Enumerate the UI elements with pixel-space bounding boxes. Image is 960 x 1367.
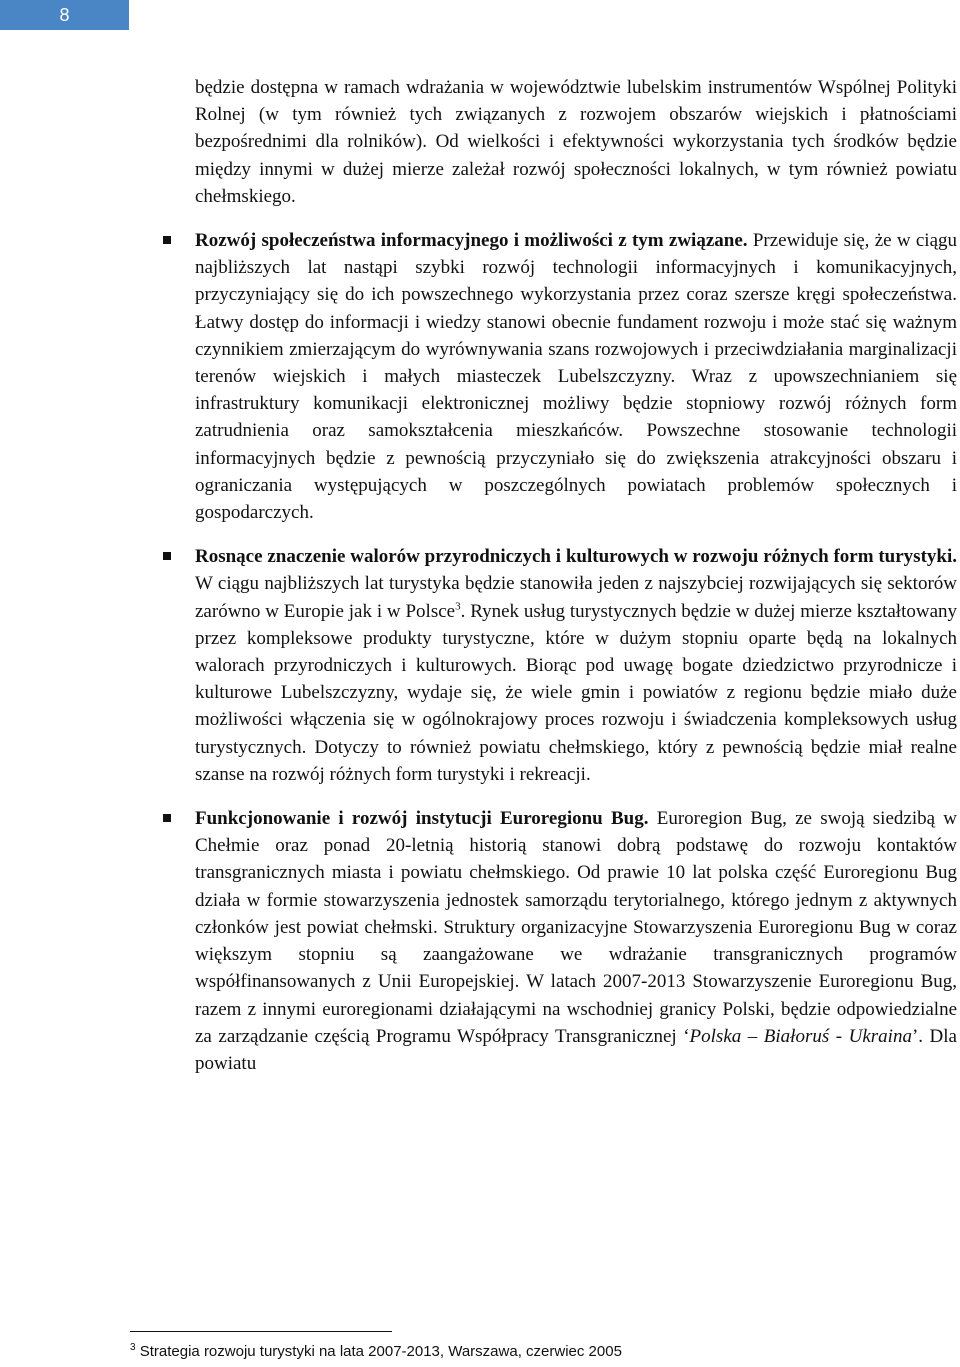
bullet-paragraph <box>195 805 957 1077</box>
bullet-paragraph <box>195 543 957 788</box>
square-bullet-icon <box>163 552 171 560</box>
square-bullet-icon <box>163 236 171 244</box>
bullet-item-euroregion <box>195 805 957 1077</box>
footnote-reference: 3 <box>455 600 461 613</box>
program-name: Polska – Białoruś - Ukraina <box>689 1025 912 1047</box>
footnote-separator <box>130 1331 392 1332</box>
bullet-lead: Rozwój społeczeństwa informacyjnego i możliwości z tym związane. <box>195 230 748 252</box>
intro-paragraph: będzie dostępna w ramach wdrażania w województwie lubelskim instrumentów Wspólnej Polityki Rolnej (w tym również tych związanych z rozwojem obszarów wiejskich i płatnościami bezpośrednimi dla rolników). Od wielkości i efektywności wykorzystania tych środków będzie między innymi w dużej mierze zależał rozwój społeczności lokalnych, w tym również powiatu chełmskiego. <box>195 77 957 207</box>
square-bullet-icon <box>163 814 171 822</box>
bullet-item-tourism <box>195 543 957 788</box>
bullet-body-continued: ’. Dla powiatu <box>195 1025 957 1074</box>
footnote <box>130 1342 622 1362</box>
bullet-paragraph <box>195 227 957 526</box>
bullet-body-continued: . Rynek usług turystycznych będzie w dużej mierze kształtowany przez kompleksowe produkty turystyczne, które w dużym stopniu oparte będą na lokalnych walorach przyrodniczych i kulturowych. Biorąc pod uwagę bogate dziedzictwo przyrodnicze i kulturowe Lubelszczyzny, wydaje się, że wiele gmin i powiatów z regionu będzie miało duże możliwości włączenia się w ogólnokrajowy proces rozwoju i świadczenia kompleksowych usług turystycznych. Dotyczy to również powiatu chełmskiego, który z pewnością będzie miał realne szanse na rozwój różnych form turystyki i rekreacji. <box>195 600 957 785</box>
bullet-item-information-society <box>195 227 957 526</box>
page-number-box <box>0 0 129 30</box>
bullet-body: W ciągu najbliższych lat turystyka będzie stanowiła jeden z najszybciej rozwijających się sektorów zarówno w Europie jak i w Polsce <box>195 573 957 622</box>
bullet-body: Przewiduje się, że w ciągu najbliższych lat nastąpi szybki rozwój technologii informacyjnych i komunikacyjnych, przyczyniający się do ich powszechnego wykorzystania przez coraz szersze kręgi społeczeństwa. Łatwy dostęp do informacji i wiedzy stanowi obecnie fundament rozwoju i może stać się ważnym czynnikiem zmierzającym do wyrównywania szans rozwojowych i przeciwdziałania marginalizacji terenów wiejskich i małych miasteczek Lubelszczyzny. Wraz z upowszechnianiem się infrastruktury komunikacji elektronicznej możliwy będzie stopniowy rozwój różnych form zatrudnienia oraz samokształcenia mieszkańców. Powszechne stosowanie technologii informacyjnych będzie z pewnością przyczyniało się do zwiększenia atrakcyjności obszaru i ograniczania występujących w poszczególnych powiatach problemów społecznych i gospodarczych. <box>195 230 958 524</box>
page-number: 8 <box>59 4 70 25</box>
footnote-mark: 3 <box>130 1342 136 1353</box>
footnote-text: Strategia rozwoju turystyki na lata 2007-2013, Warszawa, czerwiec 2005 <box>139 1343 622 1360</box>
document-body <box>195 74 957 1077</box>
bullet-body: Euroregion Bug, ze swoją siedzibą w Chełmie oraz ponad 20-letnią historią stanowi dobrą podstawę do rozwoju kontaktów transgranicznych miasta i powiatu chełmskiego. Od prawie 10 lat polska część Euroregionu Bug działa w formie stowarzyszenia jednostek samorządu terytorialnego, którego jednym z aktywnych członków jest powiat chełmski. Struktury organizacyjne Stowarzyszenia Euroregionu Bug w coraz większym stopniu są zaangażowane we wdrażanie transgranicznych programów współfinansowanych z Unii Europejskiej. W latach 2007-2013 Stowarzyszenie Euroregionu Bug, razem z innymi euroregionami działającymi na wschodniej granicy Polski, będzie odpowiedzialne za zarządzanie częścią Programu Współpracy Transgranicznej ‘ <box>195 808 958 1047</box>
bullet-lead: Rosnące znaczenie walorów przyrodniczych i kulturowych w rozwoju różnych form turystyki. <box>195 546 957 568</box>
bullet-lead: Funkcjonowanie i rozwój instytucji Euroregionu Bug. <box>195 808 649 830</box>
